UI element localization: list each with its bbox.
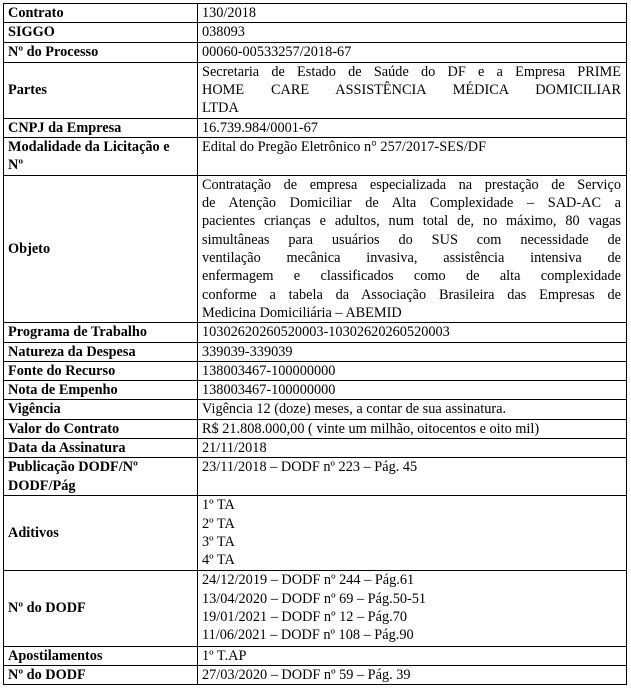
- value-vigencia: Vigência 12 (doze) meses, a contar de sua assinatura.: [198, 400, 627, 419]
- label-valor: Valor do Contrato: [4, 419, 198, 438]
- label-vigencia: Vigência: [4, 400, 198, 419]
- partes-line: HOME CARE ASSISTÊNCIA MÉDICA DOMICILIAR: [202, 81, 621, 98]
- value-empenho: 138003467-100000000: [198, 381, 627, 400]
- label-natureza: Natureza da Despesa: [4, 342, 198, 361]
- label-fonte: Fonte do Recurso: [4, 361, 198, 380]
- value-fonte: 138003467-100000000: [198, 361, 627, 380]
- row-fonte: [4, 361, 627, 380]
- row-cnpj: [4, 118, 627, 137]
- label-data-assinatura: Data da Assinatura: [4, 439, 198, 458]
- row-aditivos: [4, 496, 627, 570]
- objeto-line: pacientes crianças e adultos, num total de, no máximo, 80 vagas: [202, 213, 621, 230]
- label-contrato: Contrato: [4, 4, 198, 23]
- row-natureza: [4, 342, 627, 361]
- dodf-item: 24/12/2019 – DODF nº 244 – Pág.61: [202, 572, 415, 589]
- row-contrato: [4, 4, 627, 23]
- row-n-dodf-2: [4, 665, 627, 684]
- row-apostilamentos: [4, 646, 627, 665]
- row-empenho: [4, 381, 627, 400]
- objeto-line: Medicina Domiciliária – ABEMID: [202, 304, 402, 321]
- row-programa: [4, 323, 627, 342]
- label-apostilamentos: Apostilamentos: [4, 646, 198, 665]
- label-aditivos: Aditivos: [4, 496, 198, 570]
- value-n-dodf-1: [198, 570, 627, 646]
- value-contrato: 130/2018: [198, 4, 627, 23]
- value-valor: R$ 21.808.000,00 ( vinte um milhão, oitocentos e oito mil): [198, 419, 627, 438]
- objeto-line: simultâneas para usuários do SUS com necessidade de: [202, 231, 621, 248]
- label-empenho: Nota de Empenho: [4, 381, 198, 400]
- modalidade-label-line: Modalidade da Licitação e: [8, 138, 170, 155]
- objeto-line: conforme a tabela da Associação Brasileira das Empresas de: [202, 286, 621, 303]
- objeto-line: Contratação de empresa especializada na prestação de Serviço: [202, 176, 621, 193]
- partes-line: Secretaria de Estado de Saúde do DF e a Empresa PRIME: [202, 63, 621, 80]
- value-siggo: 038093: [198, 23, 627, 42]
- dodf-item: 11/06/2021 – DODF nº 108 – Pág.90: [202, 627, 414, 644]
- row-data-assinatura: [4, 439, 627, 458]
- label-programa: Programa de Trabalho: [4, 323, 198, 342]
- contract-table: [3, 3, 627, 685]
- value-cnpj: 16.739.984/0001-67: [198, 118, 627, 137]
- row-n-dodf-1: [4, 570, 627, 646]
- value-aditivos: [198, 496, 627, 570]
- value-natureza: 339039-339039: [198, 342, 627, 361]
- publicacao-label-line: DODF/Pág: [8, 477, 76, 494]
- label-siggo: SIGGO: [4, 23, 198, 42]
- dodf-item: 19/01/2021 – DODF nº 12 – Pág.70: [202, 609, 407, 626]
- objeto-line: de Atenção Domiciliar de Alta Complexidade – SAD-AC a: [202, 195, 621, 212]
- value-n-dodf-2: 27/03/2020 – DODF nº 59 – Pág. 39: [198, 665, 627, 684]
- aditivo-item: 3º TA: [202, 533, 235, 550]
- row-valor: [4, 419, 627, 438]
- value-objeto: [198, 175, 627, 322]
- row-modalidade: [4, 137, 627, 175]
- label-objeto: Objeto: [4, 175, 198, 322]
- label-cnpj: CNPJ da Empresa: [4, 118, 198, 137]
- objeto-line: ventilação mecânica invasiva, assistência intensiva de: [202, 250, 621, 267]
- aditivo-item: 4º TA: [202, 552, 235, 569]
- dodf-item: 13/04/2020 – DODF nº 69 – Pág.50-51: [202, 590, 427, 607]
- contract-document: [3, 3, 627, 685]
- label-processo: Nº do Processo: [4, 42, 198, 62]
- label-publicacao: [4, 458, 198, 496]
- value-apostilamentos: 1º T.AP: [198, 646, 627, 665]
- value-publicacao: 23/11/2018 – DODF nº 223 – Pág. 45: [198, 458, 627, 496]
- row-vigencia: [4, 400, 627, 419]
- row-objeto: [4, 175, 627, 322]
- value-processo: 00060-00533257/2018-67: [198, 42, 627, 62]
- value-modalidade: Edital do Pregão Eletrônico n° 257/2017-SES/DF: [198, 137, 627, 175]
- value-data-assinatura: 21/11/2018: [198, 439, 627, 458]
- aditivo-item: 1º TA: [202, 497, 235, 514]
- value-programa: 10302620260520003-10302620260520003: [198, 323, 627, 342]
- value-partes: [198, 62, 627, 118]
- label-partes: Partes: [4, 62, 198, 118]
- publicacao-label-line: Publicação DODF/Nº: [8, 459, 138, 476]
- aditivo-item: 2º TA: [202, 515, 235, 532]
- label-modalidade: [4, 137, 198, 175]
- modalidade-label-line: Nº: [8, 157, 24, 174]
- row-publicacao: [4, 458, 627, 496]
- row-processo: [4, 42, 627, 62]
- objeto-line: enfermagem e classificados como de alta complexidade: [202, 268, 621, 285]
- partes-line: LTDA: [202, 100, 239, 117]
- label-n-dodf-1: Nº do DODF: [4, 570, 198, 646]
- row-siggo: [4, 23, 627, 42]
- row-partes: [4, 62, 627, 118]
- label-n-dodf-2: Nº do DODF: [4, 665, 198, 684]
